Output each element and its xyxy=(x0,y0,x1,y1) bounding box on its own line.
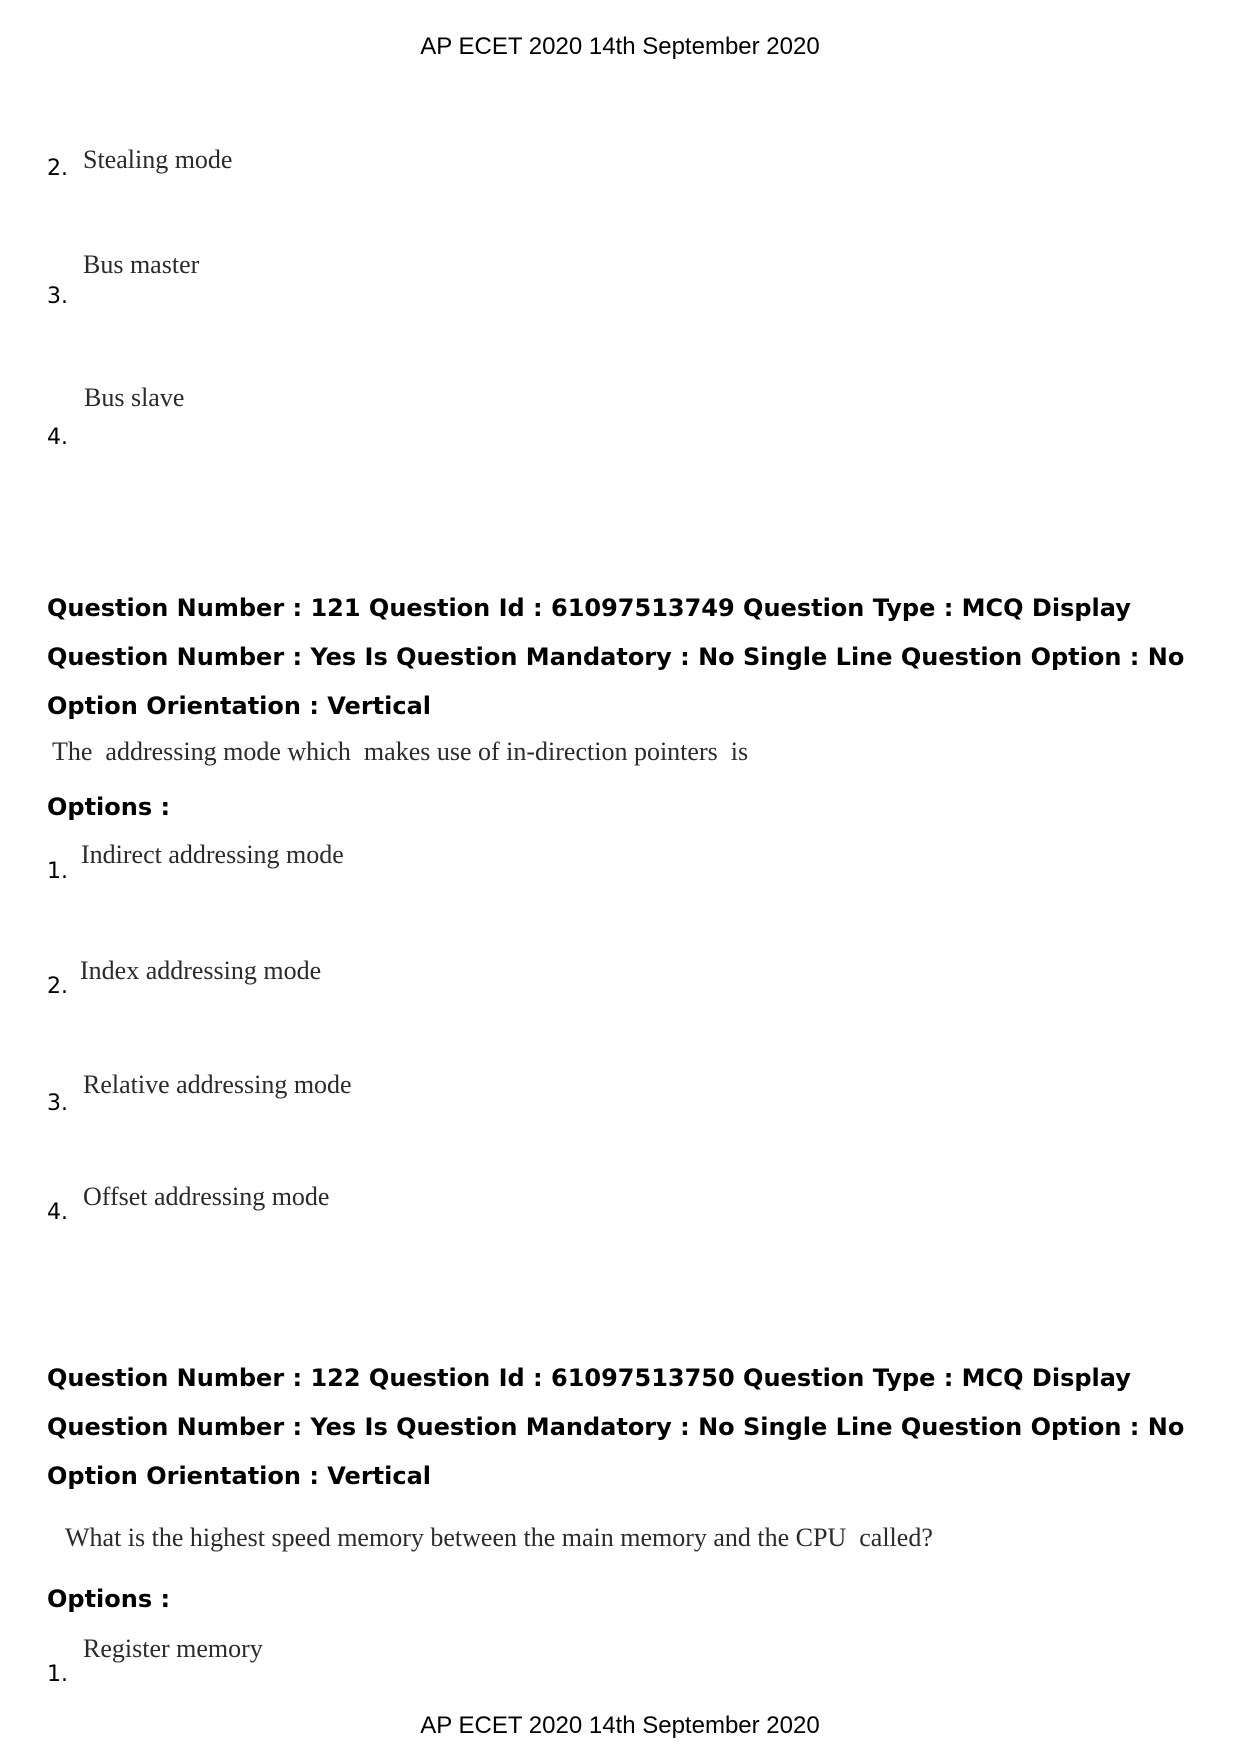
option-text: Offset addressing mode xyxy=(83,1182,330,1211)
question-meta: Question Number : 121 Question Id : 61097513749 Question Type : MCQ Display Question Number : Yes Is Question Mandatory : No Single Line Question Option : No Option Orientation : Vertical xyxy=(47,594,1185,720)
option-text: Register memory xyxy=(83,1634,263,1663)
option-number: 1. xyxy=(47,1662,68,1687)
question-text: The addressing mode which makes use of in-direction pointers is xyxy=(52,737,749,766)
option-number: 4. xyxy=(47,1200,68,1225)
option-number: 1. xyxy=(47,859,68,884)
option-number: 3. xyxy=(47,284,68,309)
options-label: Options : xyxy=(47,793,171,821)
option-text: Indirect addressing mode xyxy=(81,840,344,869)
option-text: Stealing mode xyxy=(83,145,233,174)
option-number: 3. xyxy=(47,1091,68,1116)
options-label: Options : xyxy=(47,1585,171,1613)
question-meta: Question Number : 122 Question Id : 61097513750 Question Type : MCQ Display Question Number : Yes Is Question Mandatory : No Single Line Question Option : No Option Orientation : Vertical xyxy=(47,1364,1185,1490)
option-text: Bus master xyxy=(83,250,200,279)
page-footer: AP ECET 2020 14th September 2020 xyxy=(420,1712,820,1739)
option-number: 2. xyxy=(47,974,68,999)
option-number: 4. xyxy=(47,425,68,450)
option-text: Relative addressing mode xyxy=(83,1070,352,1099)
option-text: Index addressing mode xyxy=(80,956,322,985)
option-text: Bus slave xyxy=(84,383,185,412)
page-header: AP ECET 2020 14th September 2020 xyxy=(420,33,820,60)
option-number: 2. xyxy=(47,156,68,181)
question-text: What is the highest speed memory between the main memory and the CPU called? xyxy=(65,1523,933,1552)
